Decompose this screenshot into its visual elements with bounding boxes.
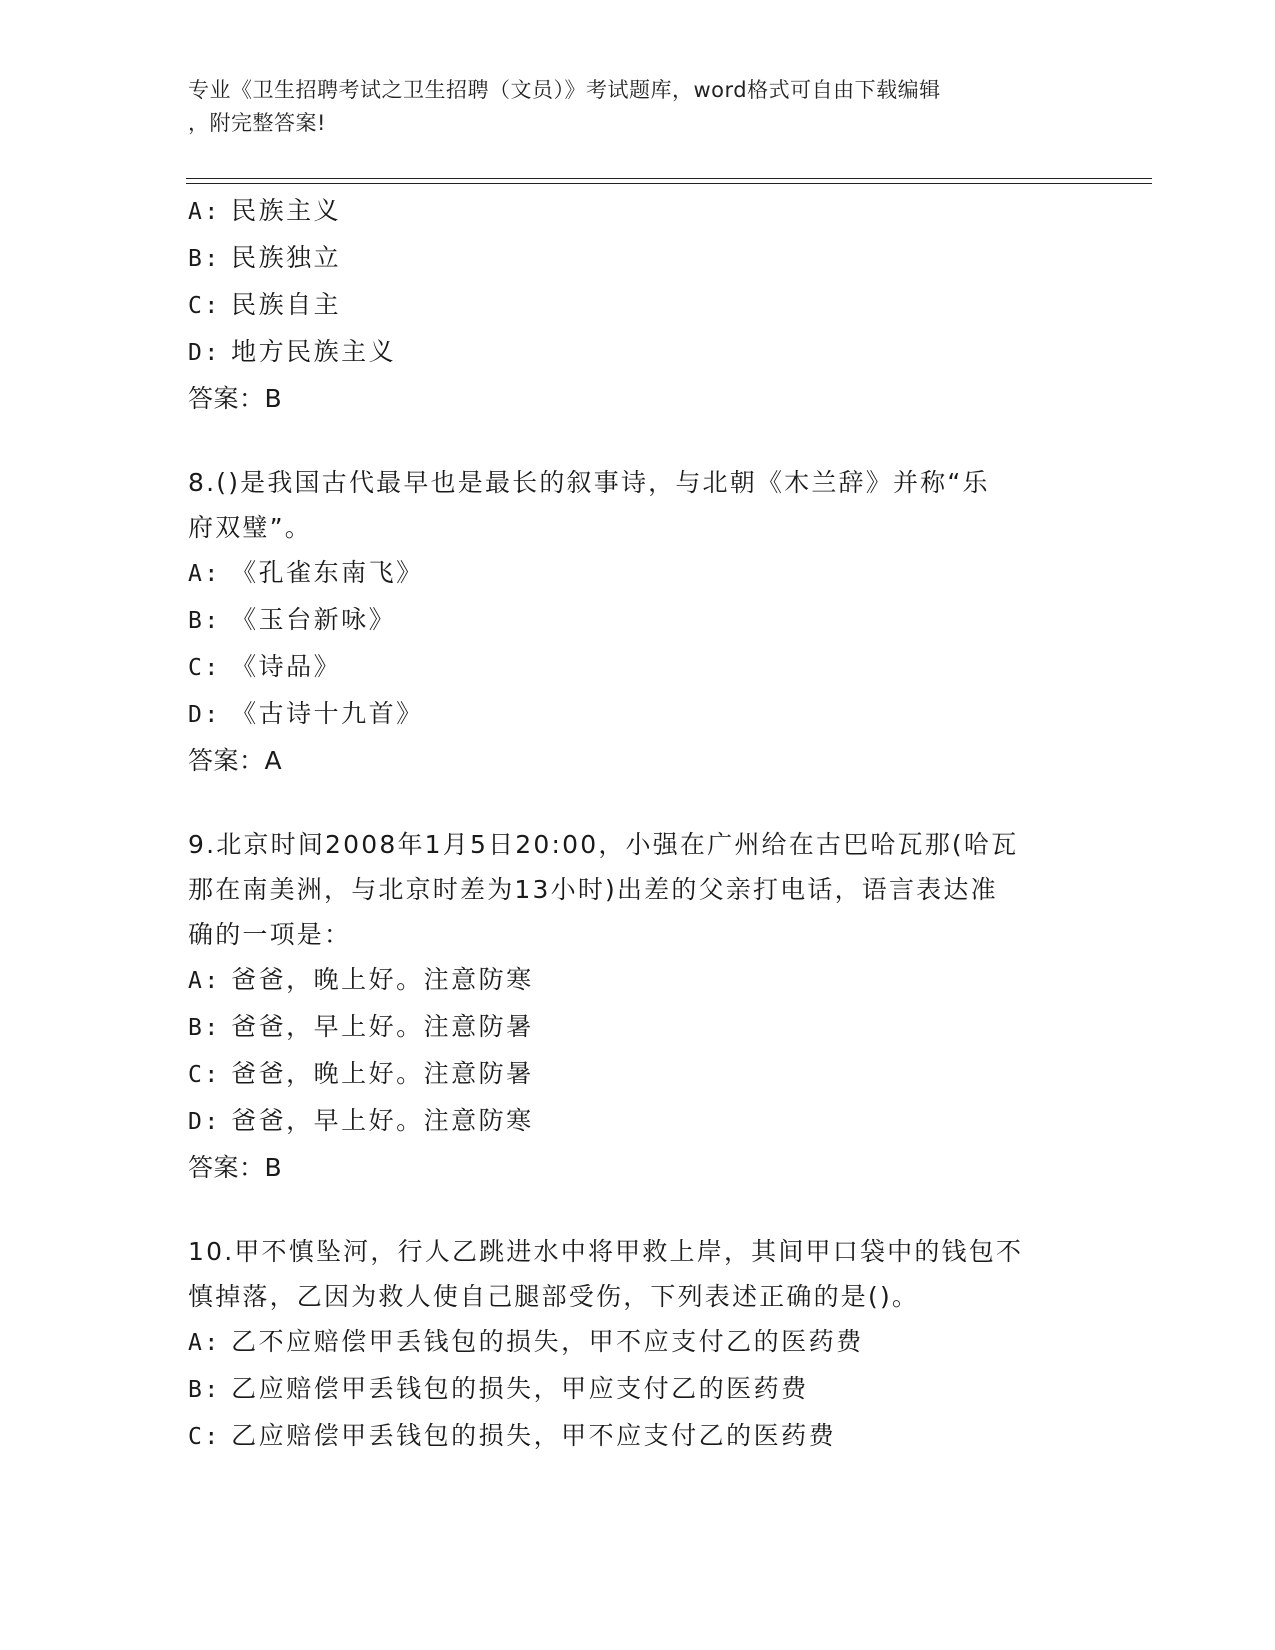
- option-text: 《玉台新咏》: [231, 605, 397, 634]
- option-text: 民族主义: [231, 196, 342, 225]
- option-text: 爸爸，早上好。注意防暑: [231, 1012, 534, 1041]
- option-text: 《孔雀东南飞》: [231, 558, 424, 587]
- option-a: [188, 1319, 1088, 1366]
- option-letter: A:: [188, 968, 221, 994]
- option-text: 地方民族主义: [231, 337, 397, 366]
- option-letter: B:: [188, 1377, 221, 1403]
- question-10: [188, 1229, 1088, 1460]
- option-d: [188, 1098, 1088, 1145]
- question-stem: 那在南美洲，与北京时差为13小时)出差的父亲打电话，语言表达准: [188, 875, 998, 904]
- answer-line: 答案：B: [188, 384, 283, 413]
- option-letter: C:: [188, 1424, 221, 1450]
- option-b: [188, 1366, 1088, 1413]
- option-text: 民族自主: [231, 290, 342, 319]
- option-letter: A:: [188, 199, 221, 225]
- question-list: [188, 188, 1088, 1460]
- question-stem: 确的一项是：: [188, 920, 352, 949]
- option-letter: D:: [188, 340, 221, 366]
- option-letter: B:: [188, 1015, 221, 1041]
- spacer: [188, 422, 1088, 460]
- option-text: 乙不应赔偿甲丢钱包的损失，甲不应支付乙的医药费: [231, 1327, 864, 1356]
- option-letter: D:: [188, 702, 221, 728]
- option-letter: B:: [188, 608, 221, 634]
- option-letter: A:: [188, 561, 221, 587]
- question-8: [188, 460, 1088, 784]
- option-b: [188, 235, 1088, 282]
- option-text: 乙应赔偿甲丢钱包的损失，甲不应支付乙的医药费: [231, 1421, 837, 1450]
- option-c: [188, 1051, 1088, 1098]
- document-header: [188, 74, 1088, 140]
- header-line-1: 专业《卫生招聘考试之卫生招聘（文员）》考试题库，word格式可自由下载编辑: [188, 78, 941, 102]
- answer-line: 答案：A: [188, 746, 283, 775]
- question-stem: 10.甲不慎坠河，行人乙跳进水中将甲救上岸，其间甲口袋中的钱包不: [188, 1237, 1024, 1266]
- question-stem: 9.北京时间2008年1月5日20:00，小强在广州给在古巴哈瓦那(哈瓦: [188, 830, 1019, 859]
- option-letter: C:: [188, 1062, 221, 1088]
- option-d: [188, 691, 1088, 738]
- header-line-2: ，附完整答案!: [188, 111, 326, 135]
- question-stem: 慎掉落，乙因为救人使自己腿部受伤，下列表述正确的是()。: [188, 1282, 920, 1311]
- option-a: [188, 957, 1088, 1004]
- option-text: 爸爸，晚上好。注意防寒: [231, 965, 534, 994]
- header-divider-bottom: [186, 183, 1152, 184]
- option-text: 爸爸，早上好。注意防寒: [231, 1106, 534, 1135]
- option-letter: B:: [188, 246, 221, 272]
- option-a: [188, 550, 1088, 597]
- option-letter: A:: [188, 1330, 221, 1356]
- option-b: [188, 1004, 1088, 1051]
- question-9: [188, 822, 1088, 1191]
- answer-line: 答案：B: [188, 1153, 283, 1182]
- option-text: 《诗品》: [231, 652, 342, 681]
- option-letter: D:: [188, 1109, 221, 1135]
- question-stem: 8.()是我国古代最早也是最长的叙事诗，与北朝《木兰辞》并称“乐: [188, 468, 990, 497]
- option-c: [188, 282, 1088, 329]
- option-c: [188, 644, 1088, 691]
- option-b: [188, 597, 1088, 644]
- option-text: 民族独立: [231, 243, 342, 272]
- question-stem: 府双璧”。: [188, 513, 312, 542]
- option-d: [188, 329, 1088, 376]
- header-divider-top: [186, 178, 1152, 179]
- question-7-options: [188, 188, 1088, 422]
- option-letter: C:: [188, 655, 221, 681]
- spacer: [188, 1191, 1088, 1229]
- option-letter: C:: [188, 293, 221, 319]
- option-text: 爸爸，晚上好。注意防暑: [231, 1059, 534, 1088]
- option-text: 乙应赔偿甲丢钱包的损失，甲应支付乙的医药费: [231, 1374, 809, 1403]
- option-a: [188, 188, 1088, 235]
- option-text: 《古诗十九首》: [231, 699, 424, 728]
- spacer: [188, 784, 1088, 822]
- option-c: [188, 1413, 1088, 1460]
